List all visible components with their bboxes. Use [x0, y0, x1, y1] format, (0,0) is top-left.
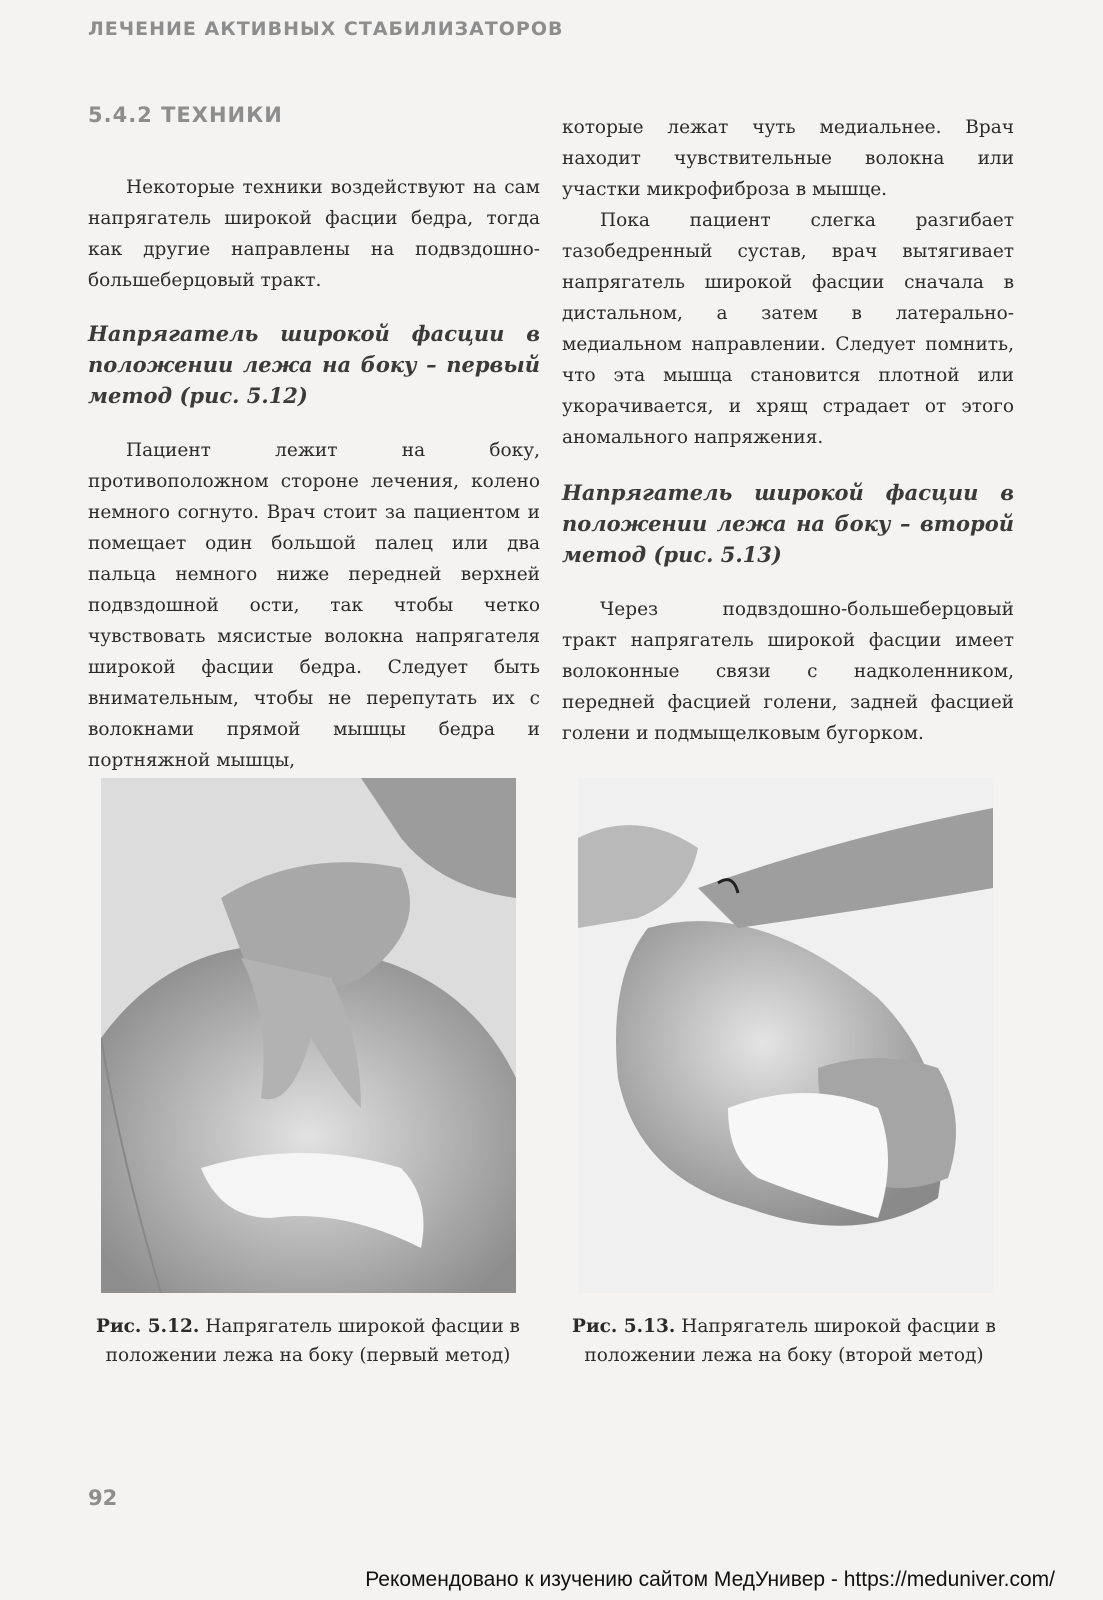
subsection-heading: Напрягатель широкой фасции в положении лежа на боку – первый метод (рис. 5.12)	[88, 321, 540, 408]
paragraph: Некоторые техники воздействуют на сам напрягатель широкой фасции бедра, тогда как другие направлены на подвздошно-большеберцовый тракт.	[88, 177, 540, 291]
figure-label: Рис. 5.12.	[96, 1316, 200, 1337]
figure-5-12-photo	[101, 778, 516, 1293]
paragraph: Пациент лежит на боку, противоположном стороне лечения, колено немного согнуто. Врач стоит за пациентом и помещает один большой палец или два пальца немного ниже передней верхней подвздошной ости, так чтобы четко чувствовать мясистые волокна напрягателя широкой фасции бедра. Следует быть внимательным, чтобы не перепутать их с волокнами прямой мышцы бедра и портняжной мышцы,	[88, 440, 540, 771]
caption-text: Напрягатель широкой фасции в положении лежа на боку (первый метод)	[105, 1316, 520, 1366]
running-header: ЛЕЧЕНИЕ АКТИВНЫХ СТАБИЛИЗАТОРОВ	[88, 18, 564, 40]
figure-label: Рис. 5.13.	[572, 1316, 676, 1337]
left-column	[88, 172, 540, 776]
caption-text: Напрягатель широкой фасции в положении лежа на боку (второй метод)	[584, 1316, 996, 1366]
paragraph: которые лежат чуть медиальнее. Врач находит чувствительные волокна или участки микрофиброза в мышце.	[562, 117, 1014, 200]
figure-5-13-caption	[564, 1312, 1004, 1370]
section-title: 5.4.2 ТЕХНИКИ	[88, 103, 283, 127]
paragraph: Пока пациент слегка разгибает тазобедренный сустав, врач вытягивает напрягатель широкой фасции сначала в дистальном, а затем в латерально-медиальном направлении. Следует помнить, что эта мышца становится плотной или укорачивается, и хрящ страдает от этого аномального напряжения.	[562, 210, 1014, 448]
subsection-heading: Напрягатель широкой фасции в положении лежа на боку – второй метод (рис. 5.13)	[562, 480, 1014, 567]
figure-5-13-photo	[578, 778, 993, 1293]
right-column	[562, 112, 1014, 749]
page-number: 92	[88, 1486, 118, 1510]
figure-5-12-caption	[88, 1312, 528, 1370]
watermark-link-text: Рекомендовано к изучению сайтом МедУнивер - https://meduniver.com/	[365, 1568, 1055, 1591]
paragraph: Через подвздошно-большеберцовый тракт напрягатель широкой фасции имеет волоконные связи с надколенником, передней фасцией голени, задней фасцией голени и подмыщелковым бугорком.	[562, 599, 1014, 744]
